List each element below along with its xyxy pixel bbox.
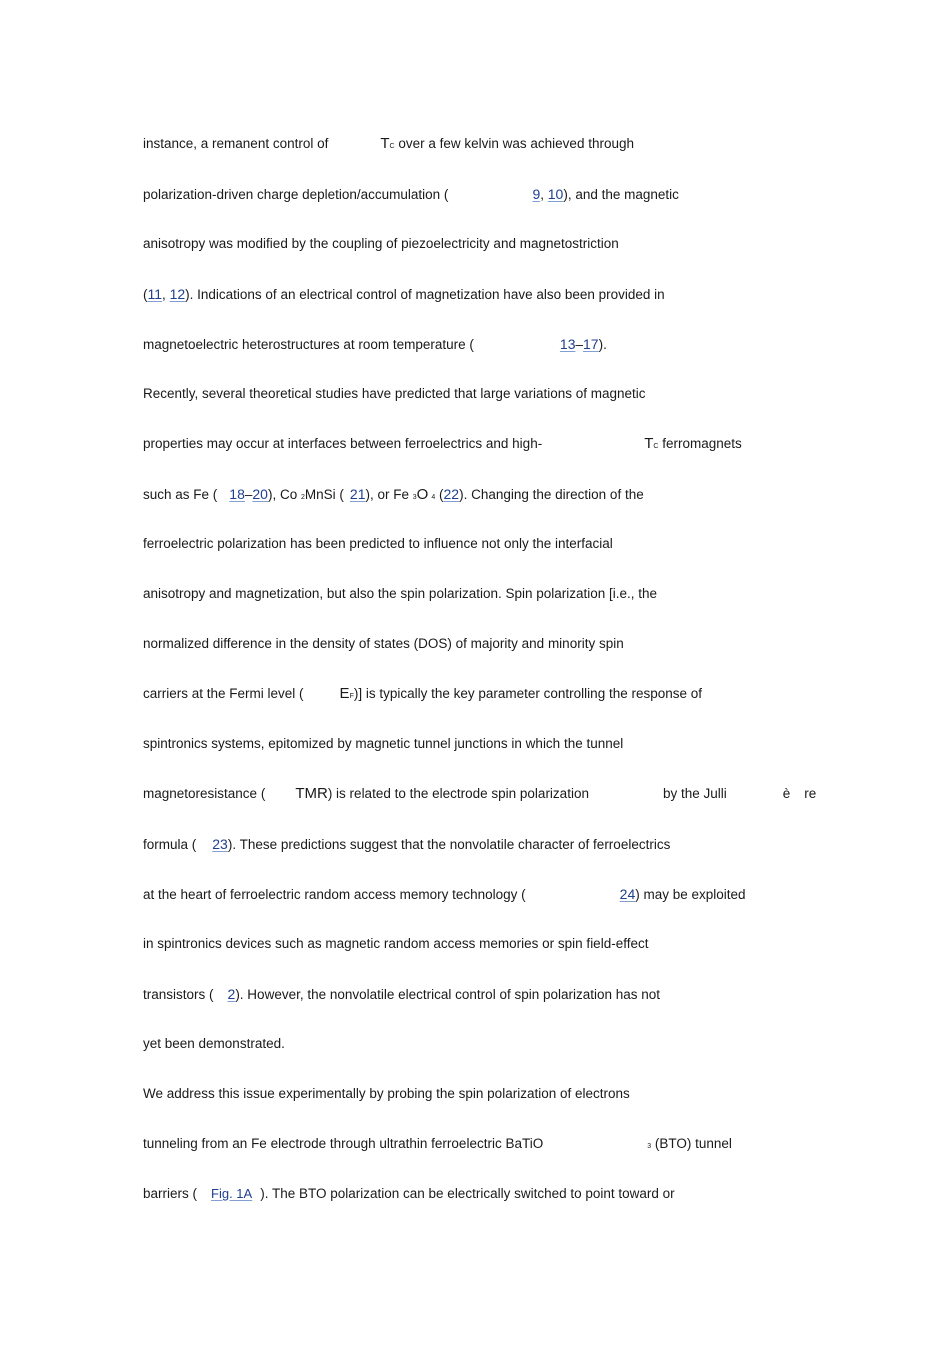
text: ). Changing the direction of the (459, 487, 644, 502)
text-line (143, 1036, 285, 1052)
text-line (143, 336, 607, 353)
subscript: F (349, 693, 354, 700)
reference-link[interactable]: 21 (349, 486, 366, 502)
text-line (143, 786, 816, 802)
text: ) is related to the electrode spin polarization (327, 786, 589, 801)
text: ), or Fe (365, 487, 409, 502)
subscript: 3 (647, 1143, 652, 1150)
text-line (143, 436, 742, 455)
text: barriers ( (143, 1186, 198, 1201)
reference-link[interactable]: 20 (252, 486, 268, 502)
text-line (143, 886, 746, 903)
subscript: 2 (300, 494, 305, 501)
subscript: C (653, 443, 659, 450)
reference-link[interactable]: 22 (443, 486, 460, 502)
text: at the heart of ferroelectric random access memory technology ( (143, 887, 526, 902)
text: ), Co (267, 487, 298, 502)
text: normalized difference in the density of states (DOS) of majority and minority spin (143, 636, 624, 651)
text: instance, a remanent control of (143, 136, 329, 151)
text: ferromagnets (662, 436, 742, 451)
text: tunneling from an Fe electrode through ultrathin ferroelectric BaTiO (143, 1136, 544, 1151)
text: by the Julli (662, 786, 727, 801)
text: formula ( (143, 837, 197, 852)
reference-link[interactable]: 2 (227, 986, 236, 1002)
reference-link[interactable]: 13 (559, 336, 576, 352)
subscript: 3 (412, 494, 417, 501)
text-line (143, 936, 648, 952)
text-line (143, 1086, 630, 1102)
text: Recently, several theoretical studies have predicted that large variations of magnetic (143, 386, 646, 401)
text: over a few kelvin was achieved through (398, 136, 634, 151)
text: ferroelectric polarization has been predicted to influence not only the interfacial (143, 536, 613, 551)
reference-link[interactable]: 11 (147, 286, 163, 302)
text: anisotropy was modified by the coupling of piezoelectricity and magnetostriction (143, 236, 619, 251)
reference-link[interactable]: 24 (619, 886, 636, 902)
symbol-t: T (644, 435, 654, 452)
text-line (143, 636, 624, 652)
text-line (143, 1186, 675, 1202)
text: magnetoelectric heterostructures at room temperature ( (143, 337, 474, 352)
text: ). These predictions suggest that the nonvolatile character of ferroelectrics (227, 837, 671, 852)
text-line (143, 486, 644, 506)
reference-link[interactable]: 9 (532, 186, 541, 202)
text-line (143, 136, 634, 155)
subscript: C (389, 143, 395, 150)
text: è (782, 786, 791, 801)
text-line (143, 386, 646, 402)
text-line (143, 986, 660, 1003)
reference-link[interactable]: 12 (169, 286, 186, 302)
text-line (143, 236, 619, 252)
reference-link[interactable]: 10 (547, 186, 564, 202)
symbol-t: T (380, 135, 390, 152)
text: , (540, 187, 548, 202)
text: polarization-driven charge depletion/accumulation ( (143, 187, 449, 202)
subscript: 4 (431, 494, 436, 501)
text: , (162, 287, 170, 302)
text: yet been demonstrated. (143, 1036, 285, 1051)
text: We address this issue experimentally by probing the spin polarization of electrons (143, 1086, 630, 1101)
text: MnSi ( (304, 487, 344, 502)
text: O (416, 486, 429, 503)
text: ), and the magnetic (563, 187, 679, 202)
reference-link[interactable]: 18 (229, 486, 245, 502)
text: ) may be exploited (635, 887, 746, 902)
text-line (143, 586, 657, 602)
text: magnetoresistance ( (143, 786, 266, 801)
text-line (143, 286, 665, 303)
symbol-tmr: TMR (295, 785, 328, 802)
text-line (143, 1136, 732, 1155)
text: – (575, 337, 583, 352)
figure-link[interactable]: Fig. 1A (211, 1186, 253, 1201)
text-line (143, 686, 702, 705)
text-line (143, 186, 679, 203)
text: transistors ( (143, 987, 214, 1002)
symbol-e: E (339, 685, 350, 702)
text: spintronics systems, epitomized by magnetic tunnel junctions in which the tunnel (143, 736, 624, 751)
text-line (143, 836, 670, 853)
text: ). The BTO polarization can be electrically switched to point toward or (260, 1186, 675, 1201)
text: ). However, the nonvolatile electrical control of spin polarization has not (235, 987, 661, 1002)
text-line (143, 736, 623, 752)
text-line (143, 536, 613, 552)
text: (BTO) tunnel (654, 1136, 732, 1151)
text: )] is typically the key parameter controlling the response of (353, 686, 703, 701)
text: ( (143, 287, 148, 302)
text: – (244, 487, 253, 502)
text: anisotropy and magnetization, but also the spin polarization. Spin polarization [i.e., the (143, 586, 658, 601)
reference-link[interactable]: 17 (583, 336, 599, 352)
text: carriers at the Fermi level ( (143, 686, 304, 701)
text: ). (598, 337, 607, 352)
text: such as Fe ( (143, 487, 218, 502)
text: properties may occur at interfaces between ferroelectrics and high- (143, 436, 543, 451)
text: re (804, 786, 817, 801)
text: ). Indications of an electrical control of magnetization have also been provided in (185, 287, 665, 302)
text: ( (439, 487, 444, 502)
text: in spintronics devices such as magnetic random access memories or spin field-effect (143, 936, 649, 951)
reference-link[interactable]: 23 (212, 836, 228, 852)
